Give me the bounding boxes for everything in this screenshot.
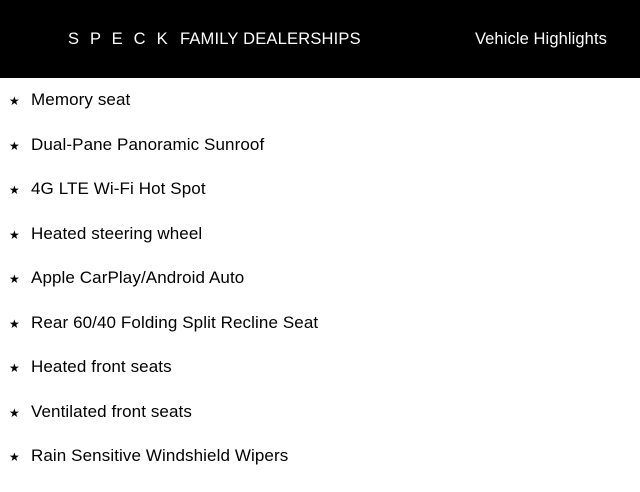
brand-name-secondary: FAMILY DEALERSHIPS [179, 29, 361, 48]
star-icon: ★ [9, 450, 20, 464]
list-item [0, 225, 640, 270]
star-icon: ★ [9, 138, 20, 153]
feature-list [0, 91, 640, 492]
star-icon: ★ [9, 227, 20, 242]
star-icon: ★ [9, 272, 20, 286]
feature-label: Apple CarPlay/Android Auto [31, 268, 245, 287]
star-icon: ★ [9, 361, 20, 375]
feature-label: 4G LTE Wi-Fi Hot Spot [31, 179, 206, 198]
highlights-content [0, 78, 640, 492]
feature-label: Heated front seats [31, 357, 172, 376]
list-item [0, 314, 640, 359]
feature-label: Rain Sensitive Windshield Wipers [31, 446, 289, 465]
star-icon: ★ [9, 183, 20, 197]
page-title: Vehicle Highlights [474, 29, 607, 48]
list-item [0, 358, 640, 403]
list-item [0, 136, 640, 181]
brand-name-primary: S P E C K [68, 29, 171, 48]
star-icon: ★ [9, 316, 20, 331]
star-icon: ★ [9, 405, 20, 420]
feature-label: Dual-Pane Panoramic Sunroof [31, 134, 265, 154]
list-item [0, 91, 640, 136]
list-item [0, 447, 640, 492]
feature-label: Memory seat [31, 90, 131, 109]
list-item [0, 269, 640, 314]
feature-label: Ventilated front seats [31, 401, 192, 421]
list-item [0, 403, 640, 448]
list-item [0, 180, 640, 225]
feature-label: Rear 60/40 Folding Split Recline Seat [31, 312, 319, 332]
feature-label: Heated steering wheel [31, 223, 203, 243]
page-header [0, 0, 640, 78]
brand-logo [68, 31, 361, 48]
star-icon: ★ [9, 94, 20, 108]
